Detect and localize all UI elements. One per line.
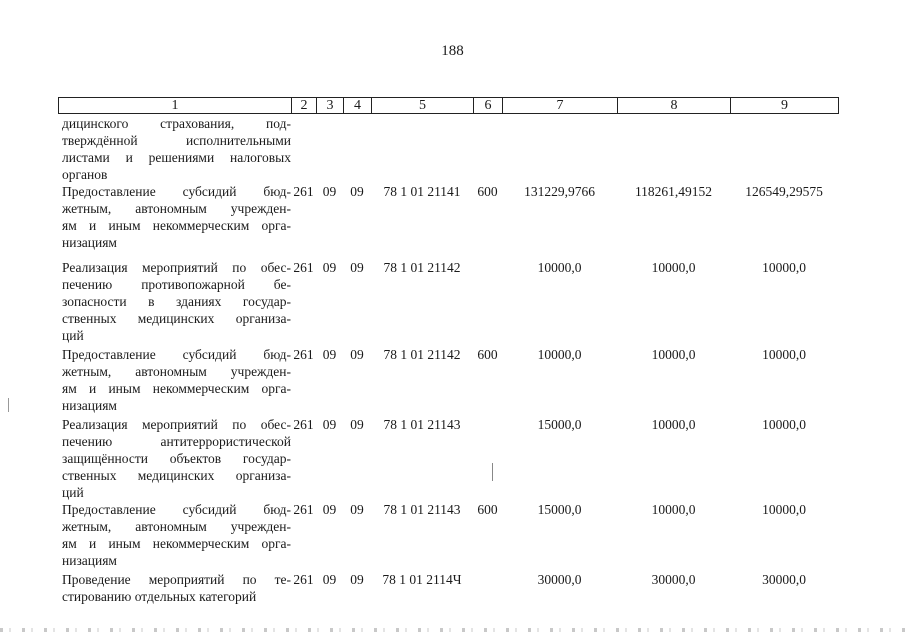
description-line: ям и иным некоммерческим орга- xyxy=(62,536,291,551)
subsection-code xyxy=(316,115,343,183)
description-line: печению антитеррористической xyxy=(62,434,291,449)
amount-col9: 10000,0 xyxy=(762,347,806,362)
column-header-7: 7 xyxy=(503,98,618,114)
subsection-code: 09 xyxy=(322,184,337,199)
amount-col9: 126549,29575 xyxy=(745,184,823,199)
expense-type xyxy=(473,571,502,605)
description-line: Реализация мероприятий по обес- xyxy=(62,260,291,275)
description-line: Проведение мероприятий по те- xyxy=(62,572,291,587)
scan-bottom-edge xyxy=(0,628,905,632)
description-line: жетным, автономным учрежден- xyxy=(62,201,291,216)
amount-col9 xyxy=(730,115,838,183)
scan-artifact-mark xyxy=(492,463,493,481)
amount-col9: 10000,0 xyxy=(762,417,806,432)
section-code: 261 xyxy=(293,572,314,587)
amount-col9: 10000,0 xyxy=(762,502,806,517)
column-header-4: 4 xyxy=(344,98,372,114)
table-row xyxy=(58,183,838,251)
target-article: 78 1 01 21142 xyxy=(383,260,461,275)
amount-col8: 10000,0 xyxy=(651,417,696,432)
amount-col9: 10000,0 xyxy=(762,260,806,275)
row-spacer-cell xyxy=(58,251,838,259)
amount-col8: 118261,49152 xyxy=(634,184,713,199)
subsection2-code: 09 xyxy=(350,502,364,517)
description-line: жетным, автономным учрежден- xyxy=(62,519,291,534)
section-code xyxy=(291,115,316,183)
amount-col7: 15000,0 xyxy=(537,417,582,432)
description-line: жетным, автономным учрежден- xyxy=(62,364,291,379)
table-row xyxy=(58,416,838,501)
expense-type xyxy=(473,115,502,183)
column-header-9: 9 xyxy=(731,98,839,114)
column-header-3: 3 xyxy=(317,98,344,114)
column-header-2: 2 xyxy=(292,98,317,114)
description-line: тверждённой исполнительными xyxy=(62,133,291,148)
column-header-table xyxy=(58,97,839,114)
row-description xyxy=(58,259,291,344)
row-description xyxy=(58,115,291,183)
row-description xyxy=(58,571,291,605)
column-header-5: 5 xyxy=(372,98,474,114)
page-number: 188 xyxy=(441,43,464,59)
description-line: защищённости объектов государ- xyxy=(62,451,291,466)
subsection-code: 09 xyxy=(322,347,337,362)
target-article: 78 1 01 21143 xyxy=(383,417,461,432)
target-article: 78 1 01 21143 xyxy=(383,502,461,517)
description-line: Реализация мероприятий по обес- xyxy=(62,417,291,432)
expense-type xyxy=(473,416,502,501)
target-article: 78 1 01 21142 xyxy=(383,347,461,362)
description-line: низациям xyxy=(62,235,117,250)
subsection-code: 09 xyxy=(322,572,337,587)
table-row xyxy=(58,346,838,414)
description-line: стированию отдельных категорий xyxy=(62,589,257,604)
expense-type xyxy=(473,259,502,344)
section-code: 261 xyxy=(293,184,314,199)
amount-col8: 10000,0 xyxy=(651,260,696,275)
description-line: низациям xyxy=(62,398,117,413)
column-header-8: 8 xyxy=(618,98,731,114)
table-row xyxy=(58,571,838,605)
expense-type: 600 xyxy=(477,502,498,517)
row-description xyxy=(58,346,291,414)
description-line: органов xyxy=(62,167,108,182)
row-description xyxy=(58,416,291,501)
table-row xyxy=(58,115,838,183)
amount-col7: 10000,0 xyxy=(537,347,582,362)
amount-col8: 30000,0 xyxy=(651,572,696,587)
amount-col7: 30000,0 xyxy=(537,572,582,587)
subsection2-code: 09 xyxy=(350,347,364,362)
subsection2-code: 09 xyxy=(350,184,364,199)
description-line: Предоставление субсидий бюд- xyxy=(62,184,291,199)
column-header-row xyxy=(59,98,839,114)
amount-col8 xyxy=(617,115,730,183)
target-article: 78 1 01 2114Ч xyxy=(382,572,462,587)
description-line: ям и иным некоммерческим орга- xyxy=(62,381,291,396)
description-line: печению противопожарной бе- xyxy=(62,277,291,292)
subsection2-code: 09 xyxy=(350,417,364,432)
row-description xyxy=(58,183,291,251)
description-line: ственных медицинских организа- xyxy=(62,311,291,326)
section-code: 261 xyxy=(293,347,314,362)
expense-type: 600 xyxy=(477,347,498,362)
description-line: дицинского страхования, под- xyxy=(62,116,291,131)
section-code: 261 xyxy=(293,417,314,432)
subsection2-code: 09 xyxy=(350,572,364,587)
amount-col8: 10000,0 xyxy=(651,502,696,517)
row-description xyxy=(58,501,291,569)
subsection2-code xyxy=(343,115,371,183)
description-line: листами и решениями налоговых xyxy=(62,150,291,165)
section-code: 261 xyxy=(293,502,314,517)
subsection-code: 09 xyxy=(322,417,337,432)
target-article xyxy=(371,115,473,183)
amount-col9: 30000,0 xyxy=(762,572,806,587)
subsection2-code: 09 xyxy=(350,260,364,275)
description-line: Предоставление субсидий бюд- xyxy=(62,502,291,517)
description-line: ственных медицинских организа- xyxy=(62,468,291,483)
budget-table-body xyxy=(58,115,838,605)
row-spacer xyxy=(58,251,838,259)
target-article: 78 1 01 21141 xyxy=(383,184,461,199)
table-row xyxy=(58,259,838,344)
section-code: 261 xyxy=(293,260,314,275)
expense-type: 600 xyxy=(477,184,498,199)
column-header-1: 1 xyxy=(59,98,292,114)
amount-col7 xyxy=(502,115,617,183)
column-header-6: 6 xyxy=(474,98,503,114)
amount-col7: 131229,9766 xyxy=(524,184,595,199)
description-line: низациям xyxy=(62,553,117,568)
amount-col7: 15000,0 xyxy=(537,502,582,517)
subsection-code: 09 xyxy=(322,502,337,517)
description-line: ций xyxy=(62,328,84,343)
description-line: ций xyxy=(62,485,84,500)
table-row xyxy=(58,501,838,569)
description-line: Предоставление субсидий бюд- xyxy=(62,347,291,362)
amount-col7: 10000,0 xyxy=(537,260,582,275)
description-line: зопасности в зданиях государ- xyxy=(62,294,291,309)
subsection-code: 09 xyxy=(322,260,337,275)
scan-margin-mark xyxy=(8,398,9,412)
amount-col8: 10000,0 xyxy=(651,347,696,362)
description-line: ям и иным некоммерческим орга- xyxy=(62,218,291,233)
